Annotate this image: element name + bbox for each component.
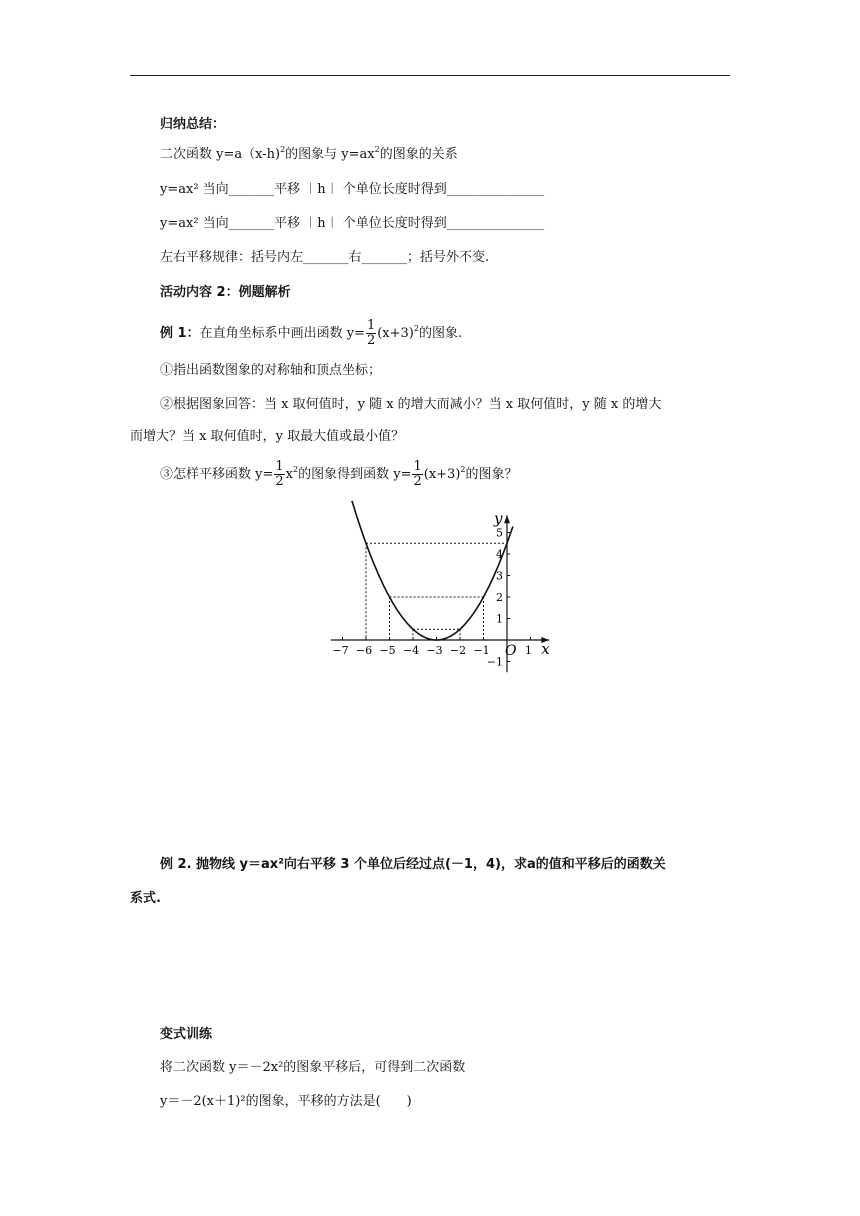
x-tick-label: −7	[332, 644, 349, 657]
question-1: ①指出函数图象的对称轴和顶点坐标；	[160, 363, 382, 378]
summary-line-2: y=ax² 当向_______平移 ︱h︱ 个单位长度时得到_______________	[160, 182, 545, 197]
question-3-text-b: x	[285, 467, 293, 482]
question-3-text-d: (x+3)	[423, 467, 461, 482]
question-3-fraction-2	[412, 460, 422, 489]
variant-line-2: y＝－2(x＋1)²的图象，平移的方法是( )	[160, 1094, 412, 1109]
tick-labels	[332, 509, 550, 668]
y-tick-label: 3	[496, 569, 503, 583]
example1-sup: 2	[413, 324, 419, 333]
y-axis-label: y	[494, 509, 503, 528]
parabola-graph	[320, 490, 570, 685]
x-tick-label: −5	[379, 644, 396, 657]
question-2-line-1: ②根据图象回答：当 x 取何值时，y 随 x 的增大而减小？当 x 取何值时，y 随 x 的增大	[160, 397, 662, 412]
x-tick-label: −4	[402, 644, 420, 657]
question-3-fraction-2-num: 1	[413, 459, 422, 474]
example1-fraction-den: 2	[366, 333, 376, 348]
example1-fraction	[366, 319, 376, 348]
x-tick-label: 1	[525, 644, 532, 657]
example2-line-2: 系式.	[130, 891, 161, 906]
y-tick-label: 5	[496, 526, 503, 540]
question-3	[160, 457, 518, 493]
example1-text-c: 的图象.	[418, 326, 463, 341]
summary-line-1-c: 的图象的关系	[379, 147, 458, 162]
question-3-text-a: ③怎样平移函数 y=	[160, 467, 274, 482]
question-3-fraction-2-den: 2	[413, 474, 422, 489]
summary-line-1-sup: 2	[280, 145, 286, 154]
variant-line-1: 将二次函数 y＝－2x²的图象平移后，可得到二次函数	[160, 1060, 466, 1075]
activity2-heading: 活动内容 2：例题解析	[160, 285, 291, 300]
x-tick-label: −3	[426, 644, 443, 657]
header-rule	[130, 75, 730, 76]
question-3-text-e: 的图象？	[465, 467, 518, 482]
x-tick-label: −6	[355, 644, 373, 657]
summary-heading: 归纳总结：	[160, 117, 226, 132]
y-axis-arrow	[504, 515, 510, 523]
y-tick-label: 1	[496, 612, 503, 626]
y-tick-label: 2	[496, 591, 503, 604]
question-3-sup: 2	[293, 465, 299, 474]
x-tick-label: −1	[473, 644, 490, 657]
summary-line-4: 左右平移规律：括号内左_______右_______；括号外不变.	[160, 250, 490, 265]
question-3-fraction-1-num: 1	[275, 459, 284, 474]
x-tick-label: −2	[449, 644, 467, 657]
origin-label: O	[505, 643, 517, 659]
example1-text-b: (x+3)	[377, 326, 414, 341]
y-tick-label: −1	[486, 655, 503, 669]
parabola-curve	[352, 501, 513, 640]
summary-line-1-a: 二次函数 y=a（x-h)	[160, 147, 281, 162]
question-3-fraction-1	[274, 460, 284, 489]
question-3-fraction-1-den: 2	[275, 474, 284, 489]
example1-text-a: 在直角坐标系中画出函数 y=	[199, 326, 365, 341]
y-tick-label: 4	[496, 548, 503, 561]
variant-heading: 变式训练	[160, 1027, 213, 1042]
example1-fraction-num: 1	[366, 318, 376, 333]
question-2-line-2: 而增大？当 x 取何值时，y 取最大值或最小值？	[130, 429, 405, 444]
example1-statement	[160, 316, 462, 352]
summary-line-1	[160, 146, 458, 164]
summary-line-1-sup2: 2	[374, 145, 380, 154]
question-3-text-c: 的图象得到函数 y=	[298, 467, 412, 482]
summary-line-1-b: 的图象与 y=ax	[285, 147, 375, 162]
summary-line-3: y=ax² 当向_______平移 ︱h︱ 个单位长度时得到_______________	[160, 216, 545, 231]
example1-label: 例 1：	[160, 326, 200, 341]
question-3-sup2: 2	[460, 465, 466, 474]
example2-line-1: 例 2. 抛物线 y＝ax²向右平移 3 个单位后经过点(－1，4)，求a的值和平移后的函数关	[160, 857, 666, 872]
x-axis-label: x	[541, 640, 550, 658]
